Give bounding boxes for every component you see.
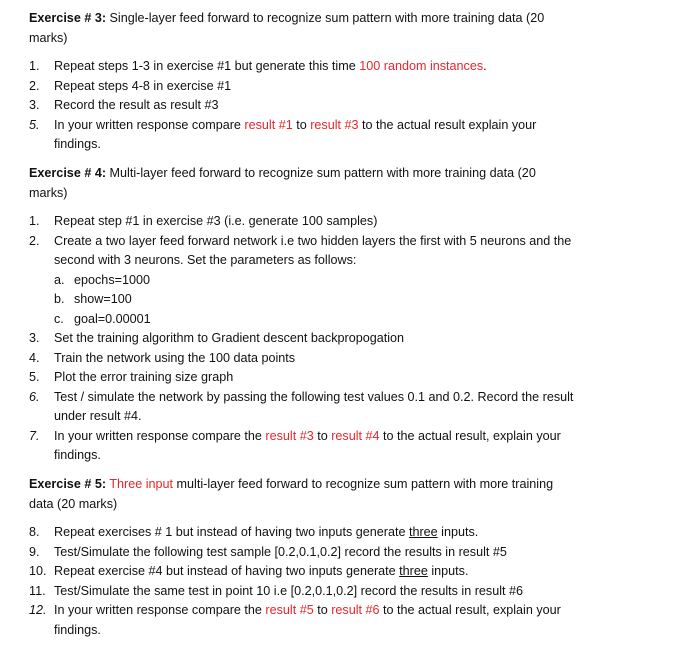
item-text: Test / simulate the network by passing the following test values 0.1 and 0.2. Record the result (54, 389, 574, 404)
item-text: Repeat exercises # 1 but instead of having two inputs generate (54, 525, 409, 539)
exercise-5-red-title: Three input (109, 477, 174, 491)
param-letter: c. (54, 311, 64, 326)
item-text-end: to the actual result explain your (358, 117, 537, 132)
item-text-line2: findings. (54, 622, 101, 637)
item-text: Create a two layer feed forward network i.e two hidden layers the first with 5 neurons and the (54, 233, 572, 248)
item-number: 7. (29, 428, 40, 443)
item-number: 12. (29, 603, 47, 617)
highlight-text: result #5 (265, 603, 314, 617)
item-text-line2: second with 3 neurons. Set the parameters as follows: (54, 253, 357, 267)
underlined-text: three (408, 525, 438, 539)
item-number: 2. (29, 233, 40, 248)
exercise-4-label: Exercise # 4: (29, 166, 107, 180)
item-text: Train the network using the 100 data points (54, 350, 296, 365)
item-number: 3. (29, 331, 40, 345)
item-text: Test/Simulate the following test sample [0.2,0.1,0.2] record the results in result #5 (54, 544, 507, 559)
item-number: 11. (29, 583, 46, 598)
item-text: Repeat step #1 in exercise #3 (i.e. generate 100 samples) (54, 214, 378, 228)
param-text: goal=0.00001 (74, 311, 151, 326)
item-text: In your written response compare the (54, 428, 266, 443)
item-text-end: to the actual result, explain your (379, 428, 561, 443)
item-text-line2: under result #4. (54, 409, 142, 423)
param-text: epochs=1000 (74, 272, 150, 287)
item-number: 1. (29, 59, 40, 73)
item-text-end: inputs. (427, 564, 469, 578)
item-number: 9. (29, 544, 40, 559)
item-text: Set the training algorithm to Gradient descent backpropogation (54, 331, 405, 345)
item-text: In your written response compare the (54, 603, 266, 617)
exercise-3-label: Exercise # 3: (29, 11, 107, 25)
highlight-text: result #3 (265, 428, 314, 443)
exercise-5-heading (29, 475, 649, 514)
item-number: 6. (29, 389, 40, 404)
item-number: 10. (29, 564, 47, 578)
param-letter: b. (54, 292, 65, 306)
exercise-3-marks: marks) (29, 30, 68, 45)
item-text-mid: to (313, 428, 332, 443)
item-number: 3. (29, 98, 40, 112)
item-text: In your written response compare (54, 117, 245, 132)
item-text-end: . (483, 59, 487, 73)
exercise-5-marks: data (20 marks) (29, 496, 118, 511)
item-text-mid: to (292, 117, 311, 132)
exercise-4-heading (29, 164, 649, 203)
exercise-4-title: Multi-layer feed forward to recognize sum pattern with more training data (20 (106, 166, 536, 180)
exercise-5-title: multi-layer feed forward to recognize sum pattern with more training (173, 477, 554, 491)
highlight-text: result #4 (331, 428, 380, 443)
item-number: 5. (29, 117, 40, 132)
exercise-4-marks: marks) (29, 185, 68, 200)
item-number: 8. (29, 525, 40, 539)
item-text-end: inputs. (437, 525, 479, 539)
item-text: Repeat exercise #4 but instead of having two inputs generate (54, 564, 400, 578)
item-text: Repeat steps 1-3 in exercise #1 but generate this time (54, 59, 360, 73)
param-letter: a. (54, 272, 65, 287)
item-text-end: to the actual result, explain your (379, 603, 561, 617)
exercise-3-title: Single-layer feed forward to recognize sum pattern with more training data (20 (106, 11, 545, 25)
item-text-line2: findings. (54, 448, 101, 462)
underlined-text: three (399, 564, 428, 578)
item-number: 2. (29, 78, 40, 93)
highlight-text: result #3 (310, 117, 359, 132)
item-text-mid: to (313, 603, 332, 617)
highlight-text: result #1 (244, 117, 293, 132)
item-number: 1. (29, 214, 40, 228)
exercise-5-label: Exercise # 5: (29, 477, 107, 491)
highlight-text: 100 random instances (359, 59, 484, 73)
param-text: show=100 (74, 292, 132, 306)
exercise-3-heading (29, 9, 649, 48)
item-text: Plot the error training size graph (54, 370, 234, 384)
item-text: Test/Simulate the same test in point 10 i.e [0.2,0.1,0.2] record the results in result #6 (54, 583, 524, 598)
item-number: 4. (29, 350, 40, 365)
item-text: Record the result as result #3 (54, 98, 219, 112)
item-text: Repeat steps 4-8 in exercise #1 (54, 78, 232, 93)
item-number: 5. (29, 370, 40, 384)
item-text-line2: findings. (54, 137, 101, 151)
highlight-text: result #6 (331, 603, 380, 617)
